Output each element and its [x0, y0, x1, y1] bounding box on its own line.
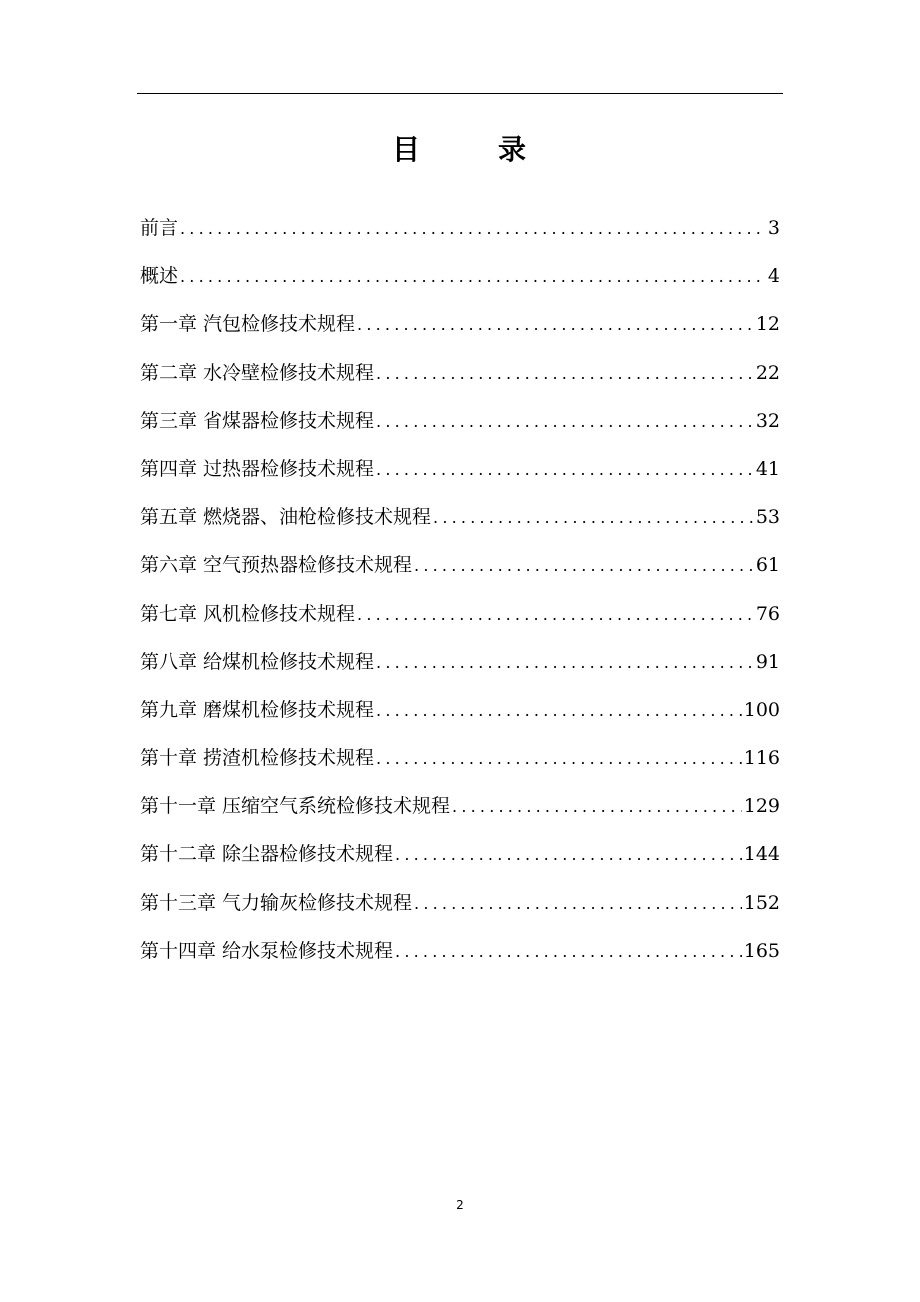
toc-leader-dots [376, 643, 754, 683]
toc-leader-dots [395, 835, 742, 875]
page-number: 2 [456, 1198, 464, 1212]
toc-leader-dots [180, 257, 766, 297]
toc-entry-label: 第十章 捞渣机检修技术规程 [140, 747, 375, 770]
toc-entry[interactable] [140, 256, 780, 304]
toc-entry-page: 152 [743, 891, 780, 914]
toc-entry-label: 第三章 省煤器检修技术规程 [140, 409, 375, 432]
toc-entry-label: 第十三章 气力输灰检修技术规程 [140, 891, 413, 914]
toc-entry[interactable] [140, 642, 780, 690]
toc-entry-label: 第一章 汽包检修技术规程 [140, 313, 356, 336]
toc-entry[interactable] [140, 497, 780, 545]
toc-list [140, 208, 780, 979]
toc-leader-dots [414, 546, 754, 586]
toc-entry-page: 116 [743, 747, 780, 770]
toc-title [0, 128, 920, 172]
toc-title-char-1: 目 [391, 133, 422, 166]
toc-entry-label: 第十一章 压缩空气系统检修技术规程 [140, 795, 451, 818]
toc-entry-label: 第六章 空气预热器检修技术规程 [140, 554, 413, 577]
toc-entry-page: 100 [743, 698, 780, 721]
toc-entry-page: 165 [743, 939, 780, 962]
toc-entry-label: 第九章 磨煤机检修技术规程 [140, 698, 375, 721]
toc-entry[interactable] [140, 594, 780, 642]
toc-entry-page: 53 [755, 506, 780, 529]
toc-leader-dots [414, 884, 742, 924]
toc-entry[interactable] [140, 449, 780, 497]
toc-leader-dots [376, 450, 754, 490]
toc-title-char-2: 录 [498, 133, 529, 166]
toc-entry-label: 第五章 燃烧器、油枪检修技术规程 [140, 506, 432, 529]
toc-entry-page: 3 [767, 217, 780, 239]
toc-entry[interactable] [140, 304, 780, 352]
toc-leader-dots [452, 787, 742, 827]
toc-entry[interactable] [140, 931, 780, 979]
toc-entry[interactable] [140, 883, 780, 931]
toc-entry-label: 第四章 过热器检修技术规程 [140, 457, 375, 480]
toc-entry-label: 第七章 风机检修技术规程 [140, 602, 356, 625]
toc-entry-page: 129 [743, 795, 780, 818]
toc-entry[interactable] [140, 690, 780, 738]
toc-leader-dots [395, 932, 742, 972]
toc-leader-dots [357, 595, 754, 635]
toc-leader-dots [376, 354, 754, 394]
toc-entry[interactable] [140, 208, 780, 256]
toc-entry-label: 第八章 给煤机检修技术规程 [140, 650, 375, 673]
toc-entry-page: 91 [755, 650, 780, 673]
toc-entry-page: 12 [755, 313, 780, 336]
toc-entry[interactable] [140, 401, 780, 449]
header-rule [137, 93, 783, 94]
toc-leader-dots [433, 498, 754, 538]
toc-leader-dots [376, 739, 742, 779]
toc-entry-label: 第十二章 除尘器检修技术规程 [140, 843, 394, 866]
toc-entry-label: 概述 [140, 265, 179, 288]
toc-entry-page: 22 [755, 361, 780, 384]
toc-entry-page: 32 [755, 409, 780, 432]
toc-entry-page: 76 [755, 602, 780, 625]
toc-leader-dots [376, 691, 742, 731]
toc-entry-page: 4 [767, 265, 780, 288]
toc-entry[interactable] [140, 545, 780, 593]
toc-leader-dots [357, 305, 754, 345]
toc-entry-label: 前言 [140, 217, 179, 239]
toc-entry[interactable] [140, 353, 780, 401]
toc-entry-label: 第二章 水冷壁检修技术规程 [140, 361, 375, 384]
toc-entry-page: 61 [755, 554, 780, 577]
toc-entry[interactable] [140, 834, 780, 882]
toc-leader-dots [180, 209, 766, 249]
toc-entry[interactable] [140, 786, 780, 834]
toc-entry-page: 41 [755, 457, 780, 480]
toc-entry[interactable] [140, 738, 780, 786]
toc-entry-label: 第十四章 给水泵检修技术规程 [140, 939, 394, 962]
toc-entry-page: 144 [743, 843, 780, 866]
toc-leader-dots [376, 402, 754, 442]
